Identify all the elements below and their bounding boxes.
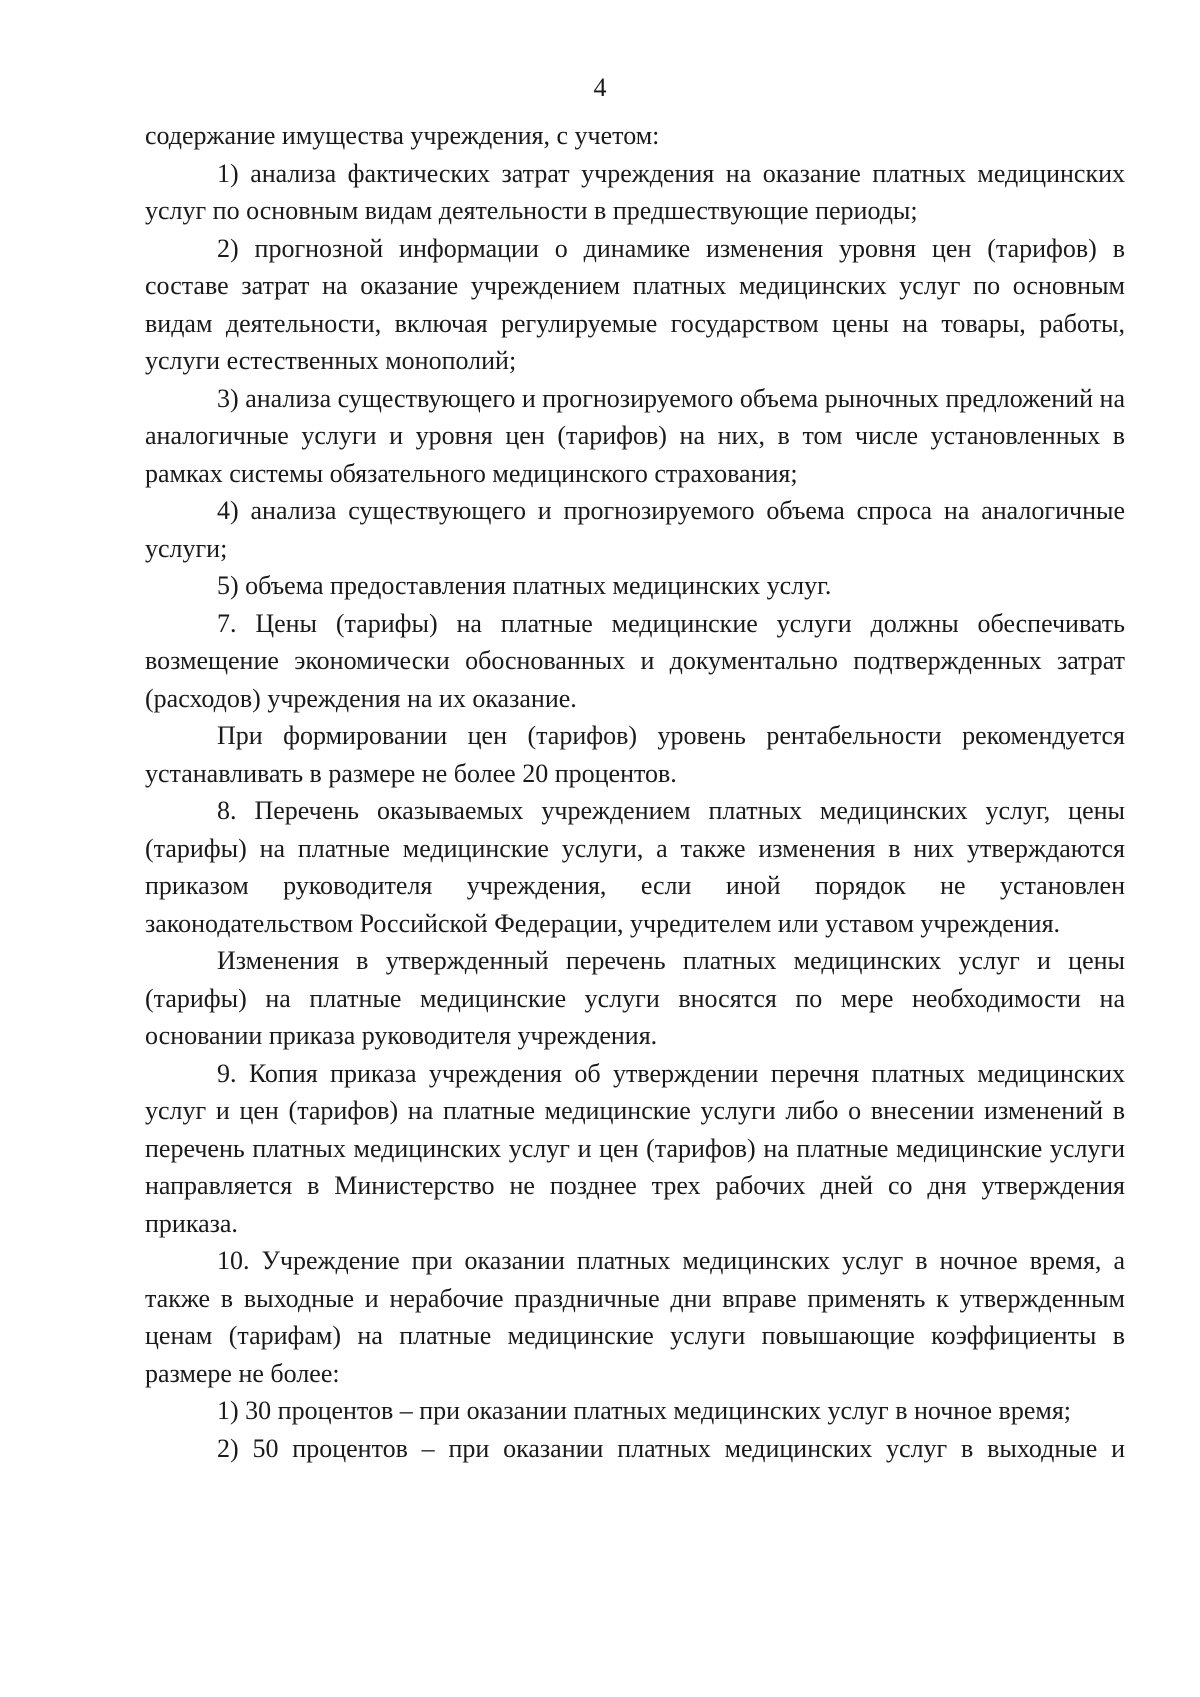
- paragraph-section-10: 10. Учреждение при оказании платных медицинских услуг в ночное время, а также в выходные и нерабочие праздничные дни вправе применять к утвержденным ценам (тарифам) на платные медицинские услуги повышающие коэффициенты в размере не более:: [145, 1246, 1125, 1388]
- paragraph-item-5: 5) объема предоставления платных медицинских услуг.: [217, 571, 832, 600]
- paragraph-item-4: 4) анализа существующего и прогнозируемого объема спроса на аналогичные услуги;: [145, 496, 1125, 563]
- paragraph-item-3: 3) анализа существующего и прогнозируемого объема рыночных предложений на аналогичные услуги и уровня цен (тарифов) на них, в том числе установленных в рамках системы обязательного медицинского страхования;: [145, 383, 1125, 488]
- paragraph-section-8: 8. Перечень оказываемых учреждением платных медицинских услуг, цены (тарифы) на платные медицинские услуги, а также изменения в них утверждаются приказом руководителя учреждения, если иной порядок не установлен законодательством Российской Федерации, учредителем или уставом учреждения.: [145, 796, 1125, 938]
- paragraph-section-7: 7. Цены (тарифы) на платные медицинские услуги должны обеспечивать возмещение экономически обоснованных и документально подтвержденных затрат (расходов) учреждения на их оказание.: [145, 608, 1125, 713]
- paragraph-coefficient-1: 1) 30 процентов – при оказании платных медицинских услуг в ночное время;: [217, 1396, 1072, 1425]
- paragraph-item-1: 1) анализа фактических затрат учреждения на оказание платных медицинских услуг по основным видам деятельности в предшествующие периоды;: [145, 158, 1125, 225]
- paragraph-item-2: 2) прогнозной информации о динамике изменения уровня цен (тарифов) в составе затрат на оказание учреждением платных медицинских услуг по основным видам деятельности, включая регулируемые государством цены на товары, работы, услуги естественных монополий;: [145, 233, 1125, 375]
- paragraph-section-9: 9. Копия приказа учреждения об утверждении перечня платных медицинских услуг и цен (тарифов) на платные медицинские услуги либо о внесении изменений в перечень платных медицинских услуг и цен (тарифов) на платные медицинские услуги направляется в Министерство не позднее трех рабочих дней со дня утверждения приказа.: [145, 1058, 1125, 1238]
- paragraph-profitability: При формировании цен (тарифов) уровень рентабельности рекомендуется устанавливать в размере не более 20 процентов.: [145, 721, 1125, 788]
- paragraph-amendments: Изменения в утвержденный перечень платных медицинских услуг и цены (тарифы) на платные медицинские услуги вносятся по мере необходимости на основании приказа руководителя учреждения.: [145, 946, 1125, 1050]
- paragraph-coefficient-2: 2) 50 процентов – при оказании платных медицинских услуг в выходные и: [217, 1433, 1125, 1463]
- page-number: 4: [593, 73, 607, 102]
- document-body: [145, 117, 1125, 1467]
- paragraph-continuation: содержание имущества учреждения, с учетом:: [145, 121, 660, 150]
